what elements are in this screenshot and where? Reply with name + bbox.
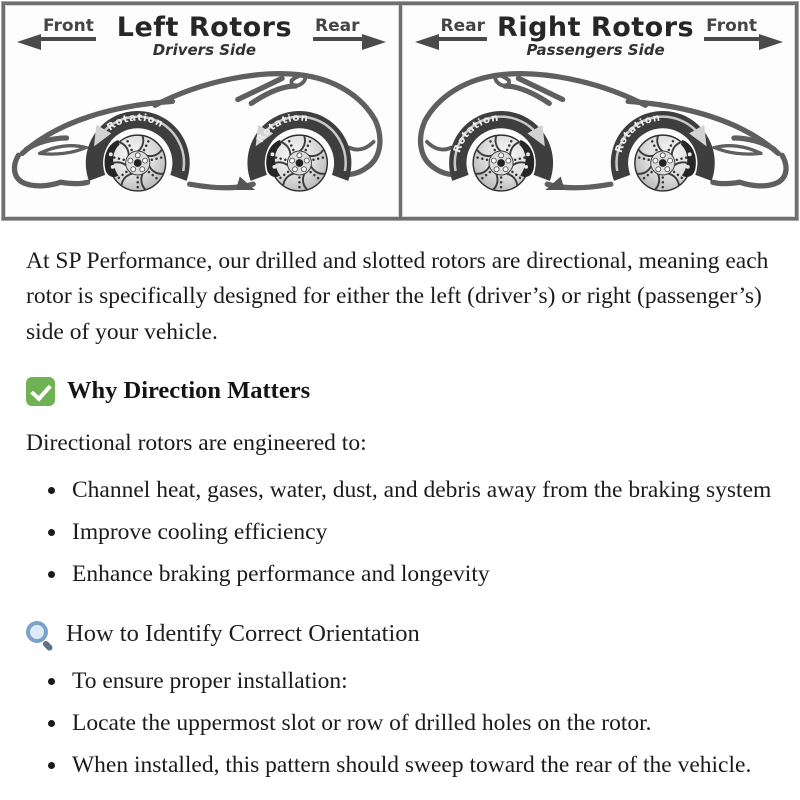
rotation-label: Rotation <box>105 112 166 134</box>
right-panel-header <box>403 5 796 59</box>
arrow-left-icon <box>415 34 439 50</box>
rotation-label: Rotation <box>451 112 500 155</box>
magnifier-icon <box>26 620 54 648</box>
section-heading-label: How to Identify Correct Orientation <box>66 619 420 647</box>
right-panel-title: Right Rotors <box>497 12 695 43</box>
article-body <box>0 220 800 783</box>
section-heading-label: Why Direction Matters <box>67 377 311 405</box>
rear-direction-arrow <box>313 17 385 41</box>
arrow-right-icon <box>362 34 386 50</box>
list-item: • Locate the uppermost slot or row of drilled holes on the rotor. <box>68 706 772 741</box>
page <box>0 2 800 800</box>
section-heading-identify-orientation <box>26 620 772 648</box>
section-heading-why-direction-matters <box>26 377 772 406</box>
rear-label: Rear <box>439 17 487 41</box>
rear-direction-arrow <box>415 17 487 41</box>
benefits-list <box>26 473 772 593</box>
right-car-illustration <box>403 61 796 217</box>
orientation-list <box>26 664 772 784</box>
front-direction-arrow <box>704 17 783 41</box>
rotation-label: Rotation <box>613 112 661 155</box>
front-label: Front <box>41 17 96 41</box>
list-item: • To ensure proper installation: <box>68 664 772 699</box>
front-label: Front <box>704 17 759 41</box>
left-panel-title: Left Rotors <box>116 12 293 43</box>
list-item: • When installed, this pattern should sweep toward the rear of the vehicle. <box>68 748 772 783</box>
list-item: • Enhance braking performance and longevity <box>68 557 772 592</box>
arrow-right-icon <box>759 34 783 50</box>
rear-label: Rear <box>313 17 361 41</box>
right-rotors-panel <box>403 5 796 217</box>
left-car-illustration <box>5 61 398 217</box>
intro-paragraph: At SP Performance, our drilled and slotted rotors are directional, meaning each rotor is specifically designed for either the left (driver’s) or right (passenger’s) side of your vehicle. <box>26 248 769 345</box>
front-direction-arrow <box>17 17 96 41</box>
left-panel-subtitle: Drivers Side <box>152 41 257 60</box>
check-mark-icon <box>26 377 55 406</box>
left-panel-header <box>5 5 398 59</box>
section-lead: Directional rotors are engineered to: <box>26 429 367 456</box>
list-item: • Improve cooling efficiency <box>68 515 772 550</box>
right-panel-subtitle: Passengers Side <box>526 41 665 60</box>
arrow-left-icon <box>17 34 41 50</box>
left-rotors-panel <box>5 5 398 217</box>
rotation-label: Rotation <box>255 112 310 146</box>
rotor-direction-diagram <box>2 2 798 220</box>
list-item: • Channel heat, gases, water, dust, and debris away from the braking system <box>68 473 772 508</box>
